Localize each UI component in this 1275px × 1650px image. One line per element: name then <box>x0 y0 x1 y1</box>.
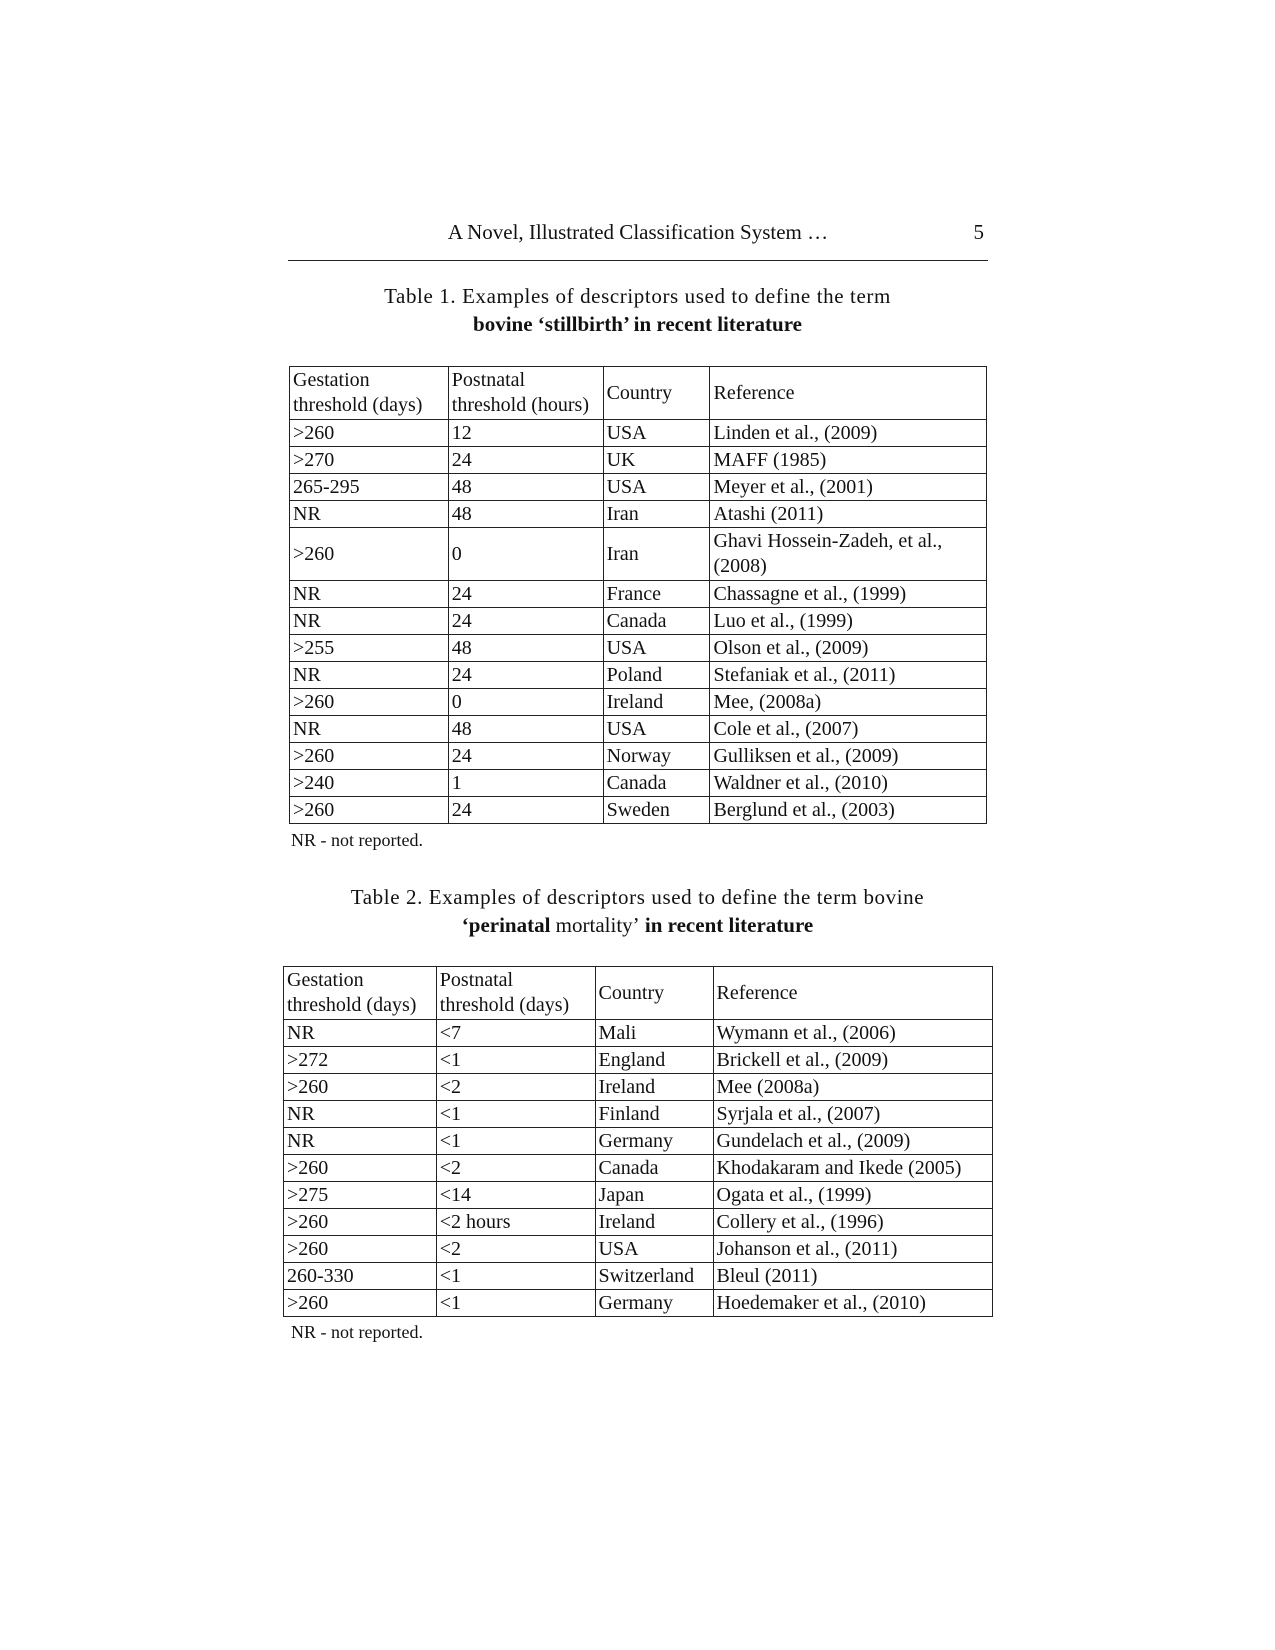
table-header-row <box>284 967 993 1020</box>
table-2-caption <box>0 883 1275 939</box>
cell-reference: Berglund et al., (2003) <box>710 797 987 824</box>
header-postnatal <box>436 967 595 1020</box>
header-postnatal-line-1: Postnatal <box>439 969 514 991</box>
cell-gestation: NR <box>284 1101 437 1128</box>
cell-reference-line-1: Ghavi Hossein-Zadeh, et al., <box>713 530 943 552</box>
cell-country: USA <box>603 420 710 447</box>
cell-postnatal: 24 <box>448 743 603 770</box>
cell-reference: Chassagne et al., (1999) <box>710 581 987 608</box>
cell-country: USA <box>603 716 710 743</box>
cell-country: Germany <box>595 1290 713 1317</box>
cell-gestation: >260 <box>290 797 449 824</box>
caption-bold-perinatal: ‘perinatal <box>461 913 551 937</box>
cell-country: Finland <box>595 1101 713 1128</box>
cell-country: Canada <box>603 608 710 635</box>
cell-country: Ireland <box>603 689 710 716</box>
caption-bold-literature: in recent literature <box>639 913 814 937</box>
table-row <box>290 689 987 716</box>
table-row <box>284 1263 993 1290</box>
cell-gestation: NR <box>290 662 449 689</box>
cell-postnatal: 48 <box>448 635 603 662</box>
table-2-caption-line-2 <box>0 911 1275 939</box>
cell-gestation: >255 <box>290 635 449 662</box>
caption-mortality: mortality’ <box>550 913 640 937</box>
cell-reference: Hoedemaker et al., (2010) <box>713 1290 993 1317</box>
cell-gestation: >260 <box>284 1209 437 1236</box>
header-postnatal <box>448 367 603 420</box>
cell-gestation: NR <box>284 1128 437 1155</box>
cell-country: Norway <box>603 743 710 770</box>
cell-postnatal: 0 <box>448 689 603 716</box>
cell-country: Poland <box>603 662 710 689</box>
cell-country: England <box>595 1047 713 1074</box>
cell-country: Iran <box>603 528 710 581</box>
cell-reference: Ogata et al., (1999) <box>713 1182 993 1209</box>
header-postnatal-line-2: threshold (hours) <box>451 394 589 416</box>
cell-reference: Waldner et al., (2010) <box>710 770 987 797</box>
cell-gestation: >240 <box>290 770 449 797</box>
cell-postnatal: <2 <box>436 1155 595 1182</box>
cell-gestation: >260 <box>284 1236 437 1263</box>
cell-postnatal: 1 <box>448 770 603 797</box>
header-country: Country <box>595 967 713 1020</box>
table-row <box>290 447 987 474</box>
cell-postnatal: 24 <box>448 581 603 608</box>
cell-reference <box>710 528 987 581</box>
table-row <box>284 1020 993 1047</box>
cell-country: USA <box>595 1236 713 1263</box>
cell-postnatal: <14 <box>436 1182 595 1209</box>
cell-postnatal: <2 hours <box>436 1209 595 1236</box>
header-gestation-line-1: Gestation <box>287 969 364 991</box>
cell-country: Japan <box>595 1182 713 1209</box>
cell-postnatal: <1 <box>436 1128 595 1155</box>
table-row <box>290 797 987 824</box>
cell-postnatal: <2 <box>436 1074 595 1101</box>
cell-country: Ireland <box>595 1209 713 1236</box>
cell-reference: Olson et al., (2009) <box>710 635 987 662</box>
table-row <box>284 1182 993 1209</box>
table-2-caption-line-1: Table 2. Examples of descriptors used to define the term bovine <box>350 885 925 909</box>
table-row <box>290 662 987 689</box>
cell-country: Iran <box>603 501 710 528</box>
table-header-row <box>290 367 987 420</box>
cell-reference: Luo et al., (1999) <box>710 608 987 635</box>
cell-reference: Gundelach et al., (2009) <box>713 1128 993 1155</box>
cell-gestation: NR <box>290 608 449 635</box>
perinatal-mortality-table-body <box>284 967 993 1317</box>
cell-country: Canada <box>603 770 710 797</box>
page-header <box>288 220 988 261</box>
table-row <box>284 1155 993 1182</box>
page-number: 5 <box>973 220 984 244</box>
table-row <box>290 635 987 662</box>
header-postnatal-line-2: threshold (days) <box>439 994 570 1016</box>
cell-reference: Bleul (2011) <box>713 1263 993 1290</box>
stillbirth-table-body <box>290 367 987 824</box>
table-1-footnote: NR - not reported. <box>291 830 423 850</box>
cell-country: Canada <box>595 1155 713 1182</box>
cell-country: UK <box>603 447 710 474</box>
cell-gestation: 260-330 <box>284 1263 437 1290</box>
cell-country: USA <box>603 635 710 662</box>
header-reference: Reference <box>713 967 993 1020</box>
cell-postnatal: <1 <box>436 1290 595 1317</box>
table-1-caption-line-1: Table 1. Examples of descriptors used to define the term <box>384 284 891 308</box>
cell-reference: Syrjala et al., (2007) <box>713 1101 993 1128</box>
cell-postnatal: 24 <box>448 447 603 474</box>
table-row <box>284 1101 993 1128</box>
header-country: Country <box>603 367 710 420</box>
header-reference: Reference <box>710 367 987 420</box>
cell-gestation: >270 <box>290 447 449 474</box>
cell-reference: Brickell et al., (2009) <box>713 1047 993 1074</box>
cell-gestation: >260 <box>284 1074 437 1101</box>
cell-country: Sweden <box>603 797 710 824</box>
cell-gestation: >260 <box>284 1155 437 1182</box>
table-row <box>290 743 987 770</box>
cell-postnatal: 24 <box>448 608 603 635</box>
cell-reference: Atashi (2011) <box>710 501 987 528</box>
table-row <box>284 1074 993 1101</box>
cell-reference: Gulliksen et al., (2009) <box>710 743 987 770</box>
table-row <box>284 1236 993 1263</box>
cell-postnatal: 12 <box>448 420 603 447</box>
cell-gestation: 265-295 <box>290 474 449 501</box>
cell-reference: Mee (2008a) <box>713 1074 993 1101</box>
cell-postnatal: 48 <box>448 501 603 528</box>
cell-gestation: >260 <box>290 743 449 770</box>
cell-reference: Khodakaram and Ikede (2005) <box>713 1155 993 1182</box>
cell-reference: Stefaniak et al., (2011) <box>710 662 987 689</box>
perinatal-mortality-table <box>283 966 993 1317</box>
table-row <box>290 608 987 635</box>
cell-reference: Wymann et al., (2006) <box>713 1020 993 1047</box>
cell-gestation: NR <box>290 581 449 608</box>
cell-gestation: NR <box>290 501 449 528</box>
cell-reference: Collery et al., (1996) <box>713 1209 993 1236</box>
table-row <box>290 501 987 528</box>
cell-postnatal: <1 <box>436 1263 595 1290</box>
header-postnatal-line-1: Postnatal <box>451 369 526 391</box>
cell-postnatal: <1 <box>436 1047 595 1074</box>
table-row <box>290 528 987 581</box>
table-row <box>284 1209 993 1236</box>
table-row <box>290 581 987 608</box>
cell-gestation: >260 <box>284 1290 437 1317</box>
cell-gestation: >272 <box>284 1047 437 1074</box>
cell-reference: Linden et al., (2009) <box>710 420 987 447</box>
cell-postnatal: <1 <box>436 1101 595 1128</box>
header-gestation <box>284 967 437 1020</box>
cell-gestation: >260 <box>290 528 449 581</box>
cell-postnatal: 48 <box>448 716 603 743</box>
header-gestation-line-2: threshold (days) <box>293 394 423 416</box>
cell-reference: MAFF (1985) <box>710 447 987 474</box>
cell-country: Ireland <box>595 1074 713 1101</box>
cell-postnatal: 24 <box>448 662 603 689</box>
stillbirth-table <box>289 366 987 824</box>
table-1-caption <box>0 282 1275 338</box>
cell-gestation: NR <box>290 716 449 743</box>
table-2-footnote: NR - not reported. <box>291 1322 423 1342</box>
cell-country: USA <box>603 474 710 501</box>
cell-postnatal: 0 <box>448 528 603 581</box>
cell-country: Switzerland <box>595 1263 713 1290</box>
cell-reference: Meyer et al., (2001) <box>710 474 987 501</box>
cell-country: Mali <box>595 1020 713 1047</box>
table-1-caption-line-2: bovine ‘stillbirth’ in recent literature <box>473 312 802 336</box>
cell-postnatal: 24 <box>448 797 603 824</box>
table-row <box>290 420 987 447</box>
cell-reference-line-2: (2008) <box>713 555 767 577</box>
cell-postnatal: <2 <box>436 1236 595 1263</box>
table-row <box>290 716 987 743</box>
cell-country: France <box>603 581 710 608</box>
cell-gestation: >260 <box>290 689 449 716</box>
cell-gestation: >260 <box>290 420 449 447</box>
table-row <box>290 770 987 797</box>
table-row <box>284 1128 993 1155</box>
table-row <box>284 1047 993 1074</box>
cell-gestation: >275 <box>284 1182 437 1209</box>
cell-reference: Johanson et al., (2011) <box>713 1236 993 1263</box>
cell-postnatal: 48 <box>448 474 603 501</box>
header-gestation-line-2: threshold (days) <box>287 994 417 1016</box>
cell-gestation: NR <box>284 1020 437 1047</box>
cell-reference: Cole et al., (2007) <box>710 716 987 743</box>
cell-country: Germany <box>595 1128 713 1155</box>
cell-postnatal: <7 <box>436 1020 595 1047</box>
table-row <box>290 474 987 501</box>
table-row <box>284 1290 993 1317</box>
cell-reference: Mee, (2008a) <box>710 689 987 716</box>
header-gestation-line-1: Gestation <box>293 369 370 391</box>
header-gestation <box>290 367 449 420</box>
running-title: A Novel, Illustrated Classification System … <box>447 220 829 244</box>
